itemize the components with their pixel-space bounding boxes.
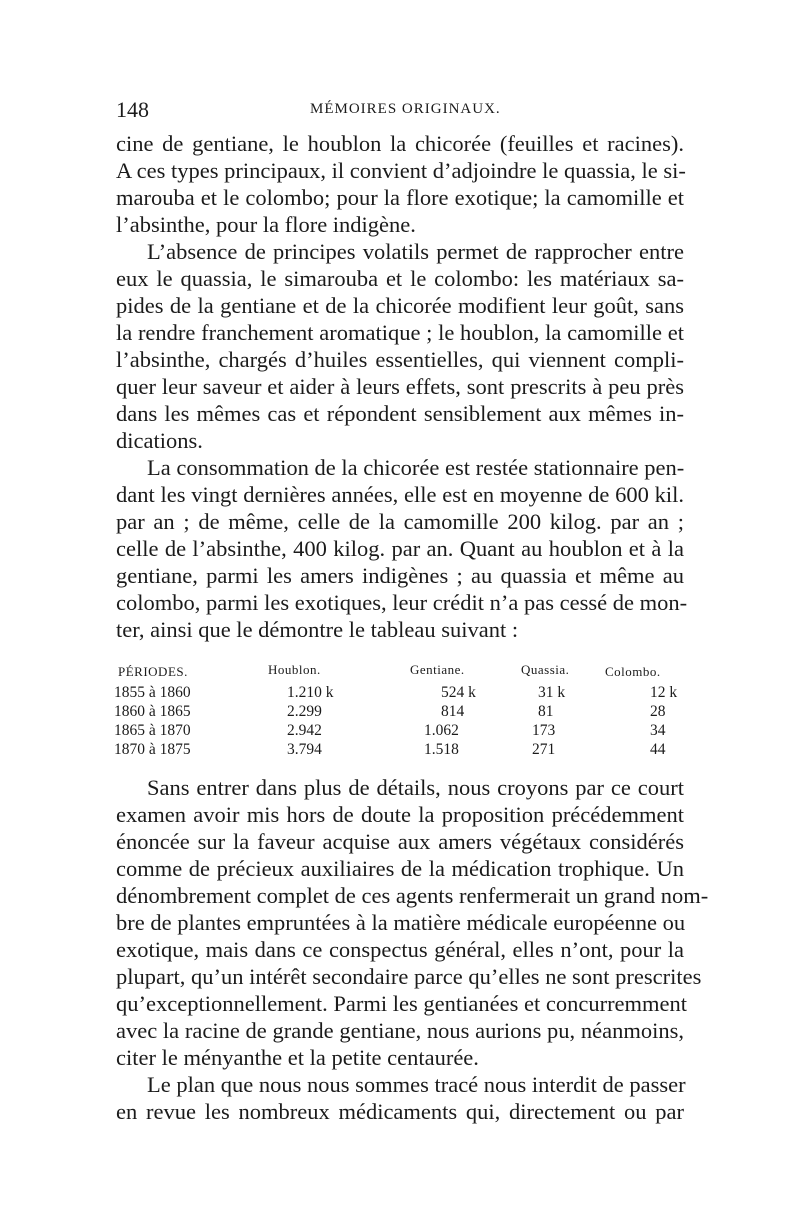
table-cell: 814: [441, 703, 465, 720]
text-line: l’absinthe, pour la flore indigène.: [116, 212, 416, 237]
text-line: la rendre franchement aromatique ; le houblon, la camomille et: [116, 320, 684, 345]
table-cell: 31 k: [538, 684, 566, 701]
table-cell: 1870 à 1875: [114, 741, 191, 758]
text-line: l’absinthe, chargés d’huiles essentielles, qui viennent compli-: [116, 347, 684, 372]
table-cell: 34: [650, 722, 666, 739]
table-cell: 1855 à 1860: [114, 684, 191, 701]
text-line: quer leur saveur et aider à leurs effets, sont prescrits à peu près: [116, 374, 684, 399]
text-line: par an ; de même, celle de la camomille 200 kilog. par an ;: [116, 509, 684, 534]
text-line: pides de la gentiane et de la chicorée modifient leur goût, sans: [116, 293, 684, 318]
text-line: La consommation de la chicorée est restée stationnaire pen-: [147, 455, 685, 480]
table-header: PÉRIODES.: [118, 664, 188, 679]
table-header: Houblon.: [268, 662, 321, 677]
table-cell: 1865 à 1870: [114, 722, 191, 739]
text-line: L’absence de principes volatils permet de rapprocher entre: [147, 239, 684, 264]
page-header: [0, 97, 800, 121]
text-line: gentiane, parmi les amers indigènes ; au quassia et même au: [116, 563, 684, 588]
text-line: A ces types principaux, il convient d’adjoindre le quassia, le si-: [116, 158, 686, 183]
text-line: marouba et le colombo; pour la flore exotique; la camomille et: [116, 185, 684, 210]
table-cell: 173: [532, 722, 556, 739]
table-header: Quassia.: [521, 662, 570, 677]
text-line: examen avoir mis hors de doute la proposition précédemment: [116, 802, 684, 827]
text-line: dans les mêmes cas et répondent sensiblement aux mêmes in-: [116, 401, 684, 426]
text-line: dications.: [116, 428, 203, 453]
text-line: citer le ményanthe et la petite centaurée.: [116, 1045, 479, 1070]
text-line: plupart, qu’un intérêt secondaire parce qu’elles ne sont prescrites: [116, 964, 702, 989]
table-cell: 1860 à 1865: [114, 703, 191, 720]
running-head: MÉMOIRES ORIGINAUX.: [310, 101, 501, 117]
table-cell: 2.299: [287, 703, 322, 720]
table-cell: 1.062: [424, 722, 459, 739]
text-line: exotique, mais dans ce conspectus général, elles n’ont, pour la: [116, 937, 684, 962]
text-line: en revue les nombreux médicaments qui, directement ou par: [116, 1099, 684, 1124]
table-header: Colombo.: [605, 664, 661, 679]
text-line: qu’exceptionnellement. Parmi les gentianées et concurremment: [116, 991, 688, 1016]
text-line: colombo, parmi les exotiques, leur crédit n’a pas cessé de mon-: [116, 590, 688, 615]
text-line: bre de plantes empruntées à la matière médicale européenne ou: [116, 910, 686, 935]
text-line: Sans entrer dans plus de détails, nous croyons par ce court: [147, 775, 684, 800]
table-cell: 1.518: [424, 741, 459, 758]
text-line: eux le quassia, le simarouba et le colombo: les matériaux sa-: [116, 266, 684, 291]
table-cell: 3.794: [287, 741, 322, 758]
table-cell: 44: [650, 741, 666, 758]
page-number: 148: [116, 97, 149, 122]
table-header: Gentiane.: [410, 662, 465, 677]
table-cell: 28: [650, 703, 666, 720]
table-cell: 12 k: [650, 684, 678, 701]
table-cell: 2.942: [287, 722, 322, 739]
text-line: avec la racine de grande gentiane, nous aurions pu, néanmoins,: [116, 1018, 684, 1043]
text-line: dénombrement complet de ces agents renfermerait un grand nom-: [116, 883, 709, 908]
text-line: comme de précieux auxiliaires de la médication trophique. Un: [116, 856, 684, 881]
table-cell: 1.210 k: [287, 684, 334, 701]
text-line: cine de gentiane, le houblon la chicorée (feuilles et racines).: [116, 131, 684, 156]
text-line: ter, ainsi que le démontre le tableau suivant :: [116, 617, 519, 642]
text-line: celle de l’absinthe, 400 kilog. par an. Quant au houblon et à la: [116, 536, 684, 561]
text-line: Le plan que nous nous sommes tracé nous interdit de passer: [147, 1072, 686, 1097]
table-cell: 271: [532, 741, 556, 758]
table-cell: 524 k: [441, 684, 476, 701]
text-line: dant les vingt dernières années, elle est en moyenne de 600 kil.: [116, 482, 684, 507]
text-line: énoncée sur la faveur acquise aux amers végétaux considérés: [116, 829, 684, 854]
table-cell: 81: [538, 703, 554, 720]
